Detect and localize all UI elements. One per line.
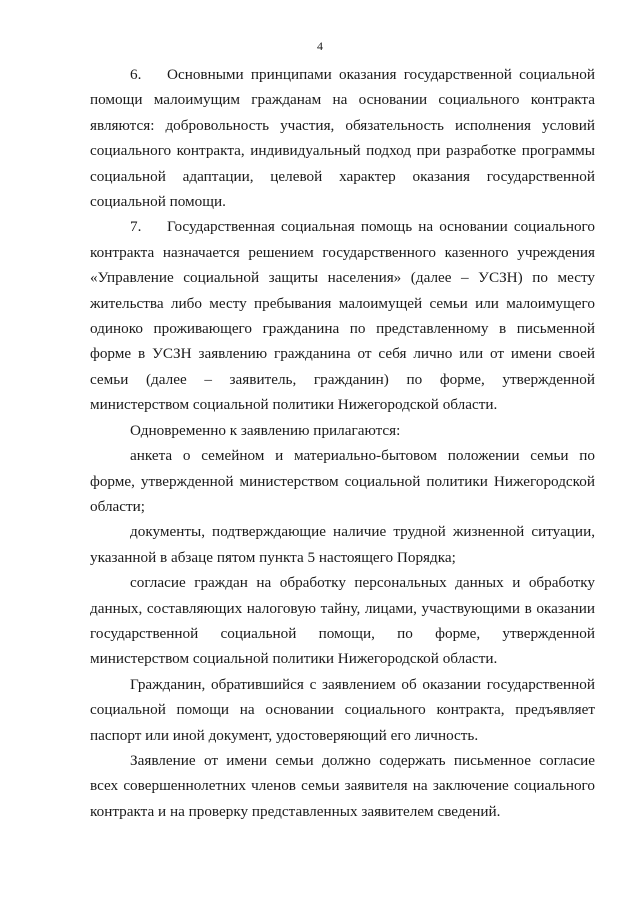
paragraph-text: Государственная социальная помощь на основании социального контракта назначается решением государственного казенного учреждения «Управление социальной защиты населения» (далее – УСЗН) по месту жительства либо месту пребывания малоимущей семьи или малоимущего одиноко проживающего гражданина по представленному в письменной форме в УСЗН заявлению гражданина от себя лично или от имени своей семьи (далее – заявитель, гражданин) по форме, утвержденной министерством социальной политики Нижегородской области. bbox=[90, 218, 595, 414]
paragraph-6 bbox=[90, 62, 595, 214]
paragraph-text: Основными принципами оказания государственной социальной помощи малоимущим гражданам на основании социального контракта являются: добровольность участия, обязательность исполнения условий социального контракта, индивидуальный подход при разработке программы социальной адаптации, целевой характер оказания государственной социальной помощи. bbox=[90, 66, 595, 211]
paragraph-text: согласие граждан на обработку персональных данных и обработку данных, составляющих налоговую тайну, лицами, участвующими в оказании государственной социальной помощи, по форме, утвержденной министерством социальной политики Нижегородской области. bbox=[90, 574, 595, 668]
paragraph-family-consent bbox=[90, 748, 595, 824]
paragraph-attachments-intro bbox=[90, 418, 595, 443]
paragraph-text: документы, подтверждающие наличие трудной жизненной ситуации, указанной в абзаце пятом пункта 5 настоящего Порядка; bbox=[90, 523, 595, 566]
paragraph-text: анкета о семейном и материально-бытовом положении семьи по форме, утвержденной министерством социальной политики Нижегородской области; bbox=[90, 447, 595, 515]
paragraph-text: Заявление от имени семьи должно содержать письменное согласие всех совершеннолетних членов семьи заявителя на заключение социального контракта и на проверку представленных заявителем сведений. bbox=[90, 751, 595, 820]
paragraph-number: 7. bbox=[130, 218, 142, 236]
paragraph-7 bbox=[90, 214, 595, 417]
paragraph-attachment-documents bbox=[90, 519, 595, 570]
paragraph-passport bbox=[90, 672, 595, 748]
page-number: 4 bbox=[317, 39, 323, 53]
document-body bbox=[90, 62, 595, 824]
paragraph-text: Гражданин, обратившийся с заявлением об оказании государственной социальной помощи на основании социального контракта, предъявляет паспорт или иной документ, удостоверяющий его личность. bbox=[90, 675, 595, 744]
paragraph-attachment-consent bbox=[90, 570, 595, 672]
paragraph-number: 6. bbox=[130, 66, 142, 83]
paragraph-attachment-questionnaire bbox=[90, 443, 595, 519]
paragraph-text: Одновременно к заявлению прилагаются: bbox=[130, 421, 401, 439]
